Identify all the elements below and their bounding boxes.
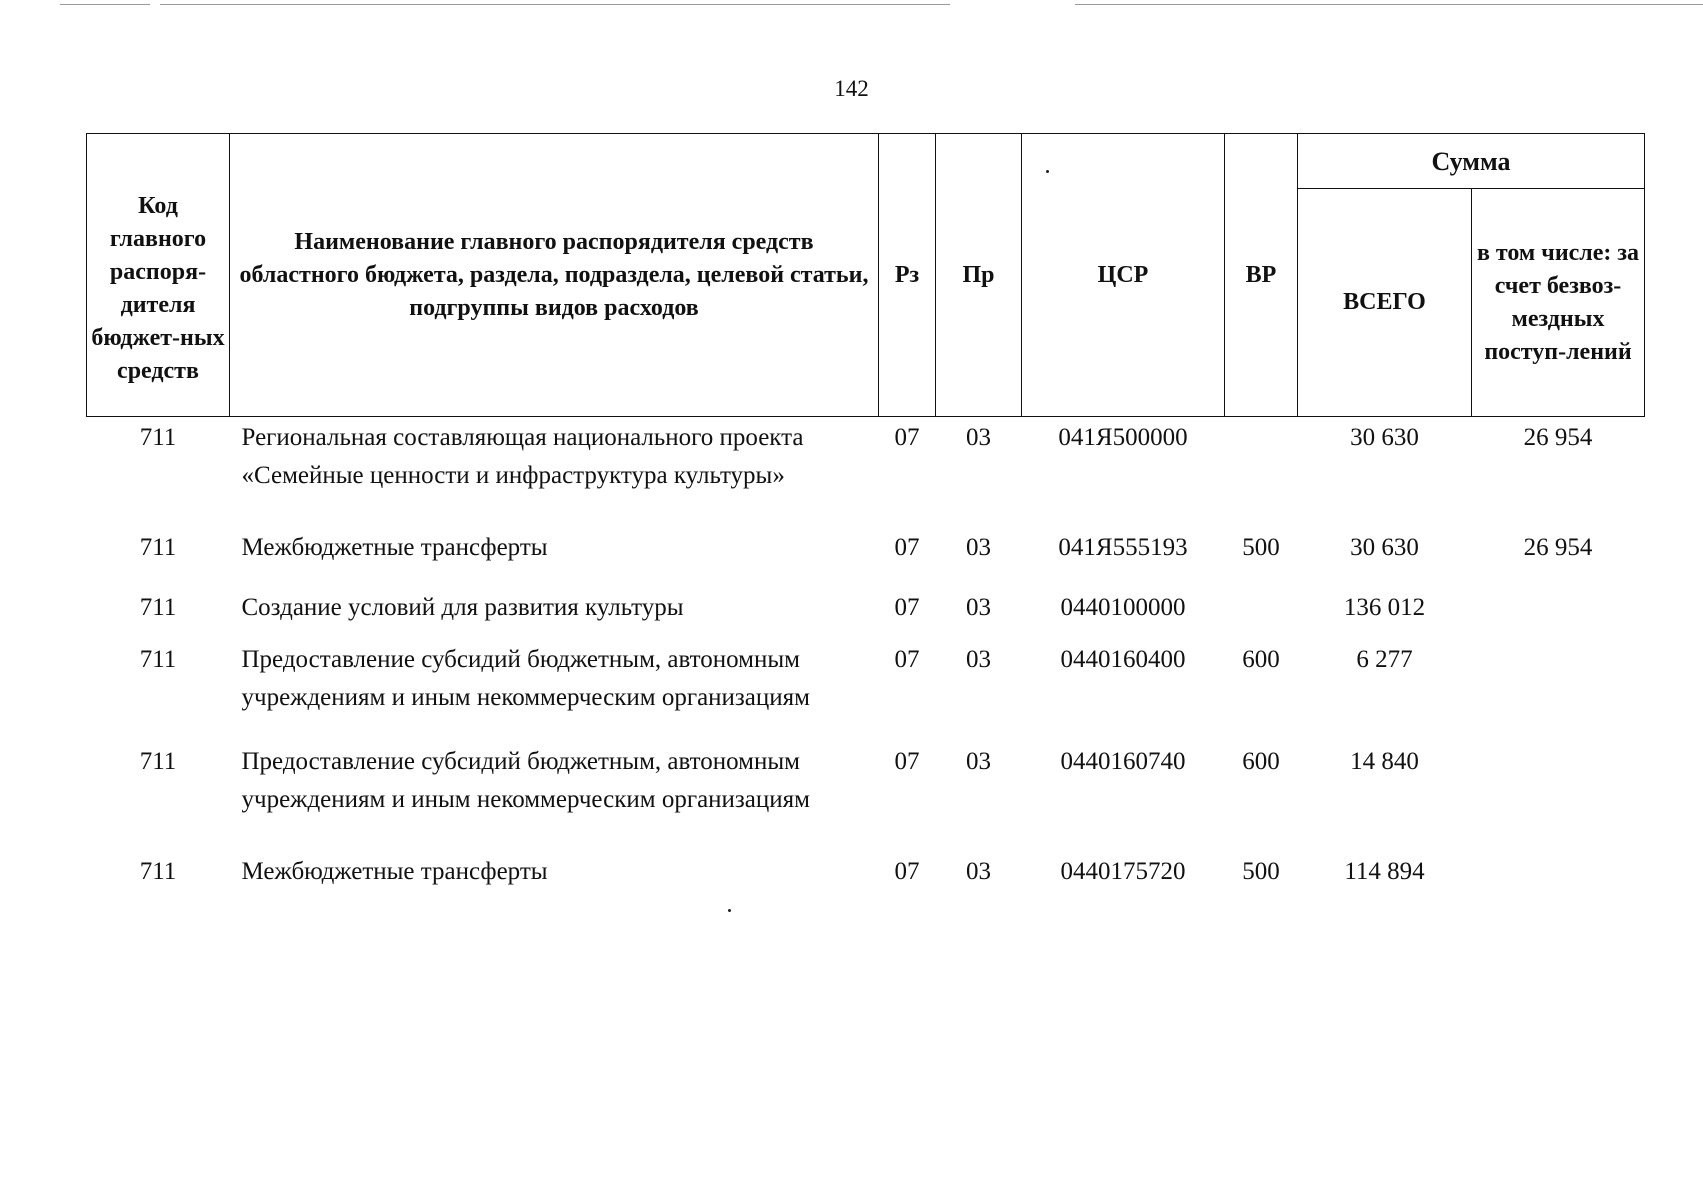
scan-edge-line-center [160, 4, 950, 5]
cell-total: 114 894 [1344, 858, 1425, 885]
budget-table [86, 133, 1645, 899]
cell-csr: 0440160400 [1060, 646, 1186, 673]
cell-free: 26 954 [1523, 424, 1593, 451]
cell-total: 30 630 [1350, 534, 1419, 561]
cell-total: 14 840 [1350, 748, 1419, 775]
cell-name: Предоставление субсидий бюджетным, автономным учреждениям и иным некоммерческим организациям [241, 748, 810, 813]
scan-speck [1046, 170, 1049, 173]
table-header [87, 134, 1645, 417]
cell-rz: 07 [894, 534, 920, 561]
cell-pr: 03 [966, 594, 991, 621]
cell-free [1472, 737, 1645, 839]
cell-pr: 03 [966, 534, 991, 561]
cell-code: 711 [139, 646, 177, 673]
cell-rz: 07 [894, 748, 920, 775]
header-csr: ЦСР [1022, 134, 1225, 417]
cell-name: Межбюджетные трансферты [241, 534, 548, 561]
table-body [87, 417, 1645, 900]
cell-vr: 600 [1242, 748, 1280, 775]
table-row [87, 737, 1645, 839]
cell-name: Создание условий для развития культуры [241, 594, 684, 621]
header-rz: Рз [879, 134, 936, 417]
cell-csr: 041Я500000 [1058, 424, 1188, 451]
scan-edge-line-right [1075, 4, 1703, 5]
table-row [87, 575, 1645, 635]
cell-name: Региональная составляющая национального проекта «Семейные ценности и инфраструктура культуры» [241, 424, 804, 489]
cell-rz: 07 [894, 594, 920, 621]
cell-name: Предоставление субсидий бюджетным, автономным учреждениям и иным некоммерческим организациям [241, 646, 810, 711]
cell-csr: 0440160740 [1060, 748, 1186, 775]
cell-code: 711 [139, 594, 177, 621]
cell-rz: 07 [894, 858, 920, 885]
table-row [87, 635, 1645, 737]
cell-vr: 500 [1242, 534, 1280, 561]
header-free: в том числе: за счет безвоз-мездных поступ-лений [1472, 189, 1645, 417]
cell-pr: 03 [966, 858, 991, 885]
header-name: Наименование главного распорядителя средств областного бюджета, раздела, подраздела, целевой статьи, подгруппы видов расходов [230, 134, 879, 417]
cell-rz: 07 [894, 424, 920, 451]
table-row [87, 839, 1645, 899]
header-sum: Сумма [1298, 134, 1645, 189]
cell-code: 711 [139, 534, 177, 561]
table-row [87, 515, 1645, 575]
scan-edge-line-left [60, 4, 150, 5]
cell-code: 711 [139, 858, 177, 885]
cell-free [1472, 635, 1645, 737]
header-pr: Пр [936, 134, 1022, 417]
cell-total: 6 277 [1356, 646, 1413, 673]
cell-vr: 500 [1242, 858, 1280, 885]
header-total: ВСЕГО [1298, 189, 1472, 417]
cell-vr [1225, 417, 1298, 516]
cell-rz: 07 [894, 646, 920, 673]
cell-total: 136 012 [1343, 594, 1426, 621]
cell-pr: 03 [966, 646, 991, 673]
cell-free [1472, 575, 1645, 635]
page-number: 142 [834, 76, 869, 101]
cell-csr: 041Я555193 [1058, 534, 1188, 561]
cell-code: 711 [139, 748, 177, 775]
scan-speck [728, 909, 731, 912]
cell-name: Межбюджетные трансферты [241, 858, 548, 885]
cell-free [1472, 839, 1645, 899]
cell-total: 30 630 [1350, 424, 1419, 451]
cell-csr: 0440175720 [1060, 858, 1186, 885]
cell-pr: 03 [966, 424, 991, 451]
cell-vr [1225, 575, 1298, 635]
cell-free: 26 954 [1523, 534, 1593, 561]
cell-code: 711 [139, 424, 177, 451]
table-row [87, 417, 1645, 516]
cell-pr: 03 [966, 748, 991, 775]
header-vr: ВР [1225, 134, 1298, 417]
cell-vr: 600 [1242, 646, 1280, 673]
cell-csr: 0440100000 [1060, 594, 1186, 621]
header-code: Код главного распоря-дителя бюджет-ных средств [87, 134, 230, 417]
